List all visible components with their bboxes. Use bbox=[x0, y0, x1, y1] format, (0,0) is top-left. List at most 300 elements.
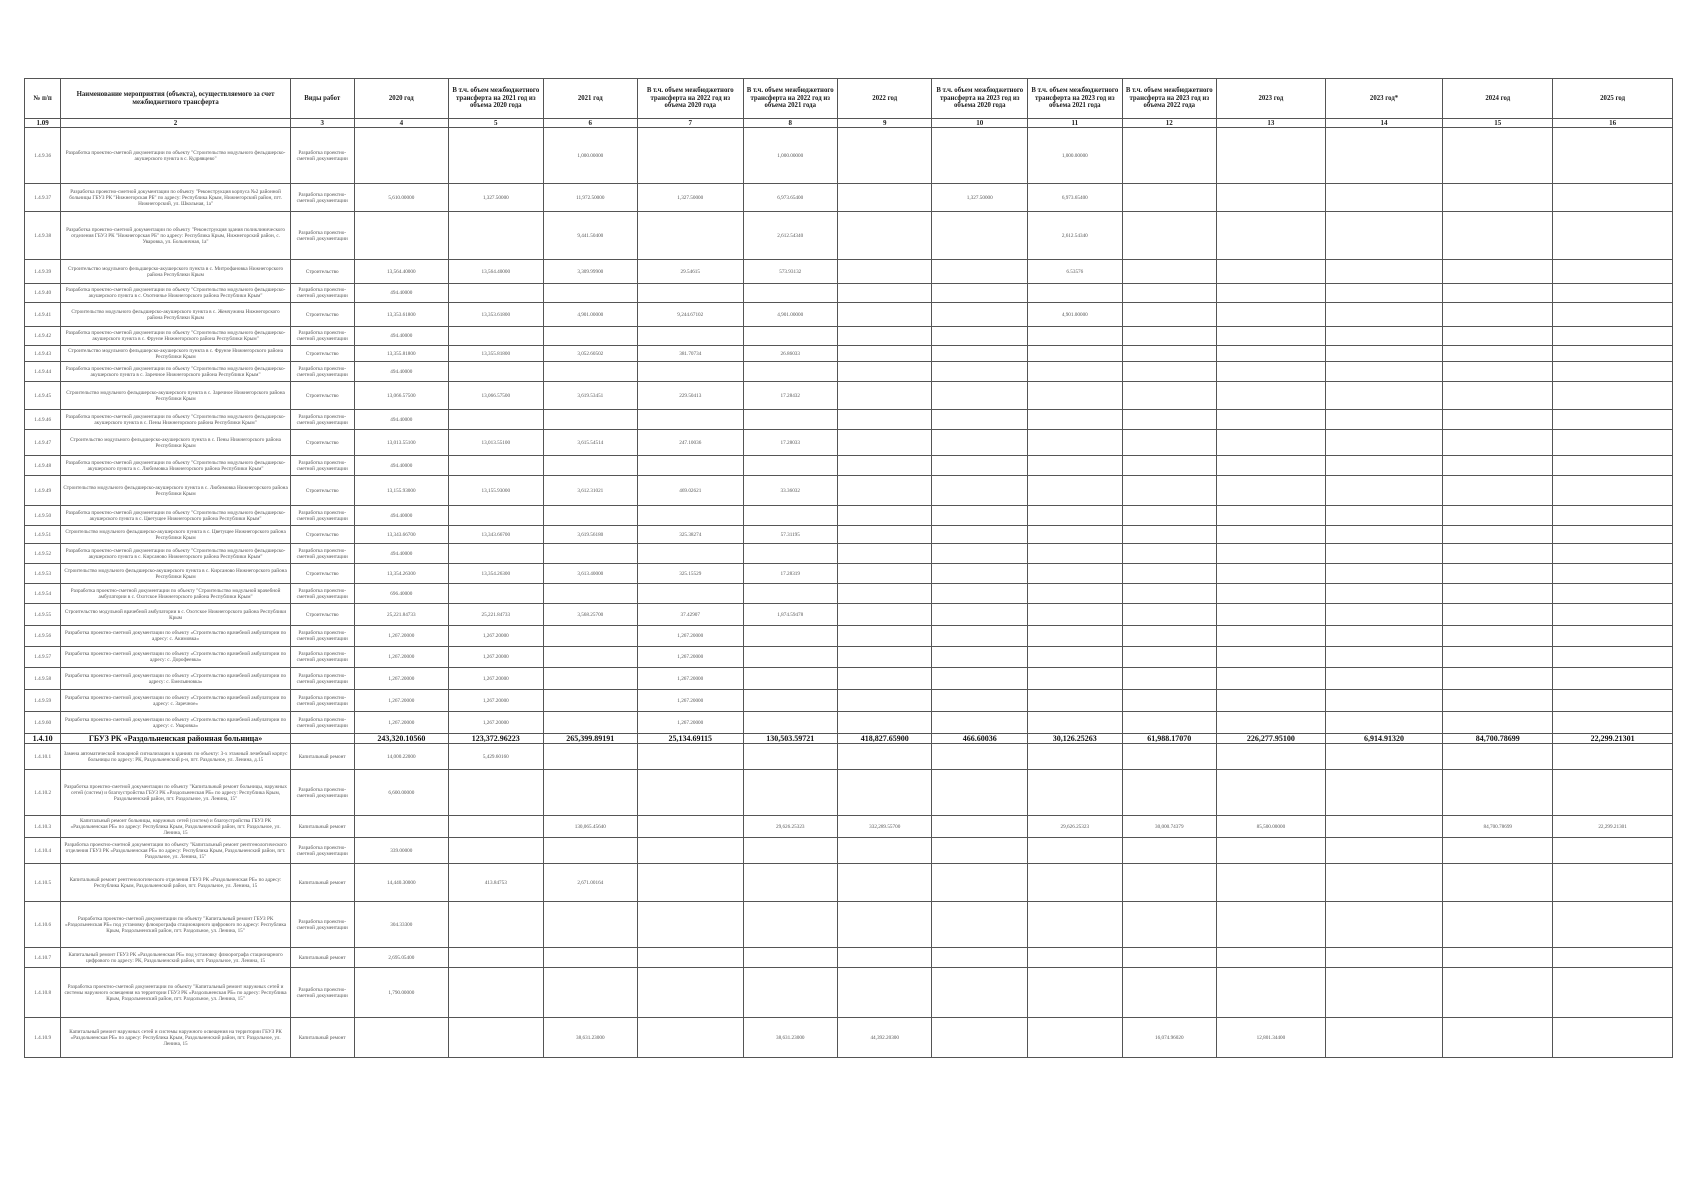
row-name: Разработка проектно-сметной документации по объекту "Строительство модульного фельдшерско-акушерского пункта в с. Охотничье Нижнегорского района Республики Крым" bbox=[61, 284, 291, 303]
table-row bbox=[25, 564, 1673, 584]
row-value bbox=[1217, 690, 1326, 712]
row-name: Разработка проектно-сметной документации по объекту «Строительство врачебной амбулатории по адресу: с. Акимовка» bbox=[61, 626, 291, 647]
row-value bbox=[1217, 968, 1326, 1018]
row-value bbox=[1443, 544, 1553, 564]
row-value bbox=[1122, 456, 1216, 476]
row-name: Разработка проектно-сметной документации по объекту "Строительство модульного фельдшерско-акушерского пункта в с. Фрунзе Нижнегорского района Республики Крым" bbox=[61, 327, 291, 346]
table-row bbox=[25, 456, 1673, 476]
row-value bbox=[1553, 128, 1673, 184]
row-value: 5,610.00000 bbox=[354, 184, 448, 212]
row-value: 1,267.20000 bbox=[449, 712, 543, 734]
row-value bbox=[1122, 526, 1216, 544]
row-value bbox=[1028, 690, 1122, 712]
row-value: 4,901.00000 bbox=[543, 303, 637, 327]
row-value bbox=[1217, 260, 1326, 284]
row-value: 13,564.40000 bbox=[354, 260, 448, 284]
row-value: 1,327.50000 bbox=[638, 184, 743, 212]
header-col10: В т.ч. объем межбюджетного трансферта на 2023 год из объема 2020 года bbox=[932, 79, 1028, 119]
row-value bbox=[1325, 902, 1443, 948]
row-value: 1,267.20000 bbox=[638, 626, 743, 647]
row-value: 29,626.25323 bbox=[1028, 816, 1122, 838]
row-value bbox=[1443, 260, 1553, 284]
row-value bbox=[1122, 506, 1216, 526]
row-name: Строительство модульного фельдшерско-акушерского пункта в с. Митрофановка Нижнегорского района Республики Крым bbox=[61, 260, 291, 284]
row-value bbox=[449, 410, 543, 430]
row-value: 243,320.10560 bbox=[354, 734, 448, 744]
row-value bbox=[1122, 184, 1216, 212]
row-id: 1.4.9.38 bbox=[25, 212, 61, 260]
row-value: 33.36032 bbox=[743, 476, 837, 506]
budget-table-sheet bbox=[24, 78, 1673, 1058]
row-name: Разработка проектно-сметной документации по объекту "Строительство модульного фельдшерско-акушерского пункта в с. Любимовка Нижнегорского района Республики Крым" bbox=[61, 456, 291, 476]
row-value bbox=[1217, 902, 1326, 948]
row-value: 1,790.00000 bbox=[354, 968, 448, 1018]
header-col5: В т.ч. объем межбюджетного трансферта на 2021 год из объема 2020 года bbox=[449, 79, 543, 119]
budget-table bbox=[24, 78, 1673, 1058]
row-value bbox=[1443, 626, 1553, 647]
row-value: 494.40000 bbox=[354, 544, 448, 564]
row-value bbox=[354, 128, 448, 184]
row-value bbox=[1122, 212, 1216, 260]
row-value: 16,074.96020 bbox=[1122, 1018, 1216, 1058]
row-name: Разработка проектно-сметной документации по объекту "Строительство модульного фельдшерско-акушерского пункта в с. Цветущее Нижнегорского района Республики Крым" bbox=[61, 506, 291, 526]
row-value: 466.60036 bbox=[932, 734, 1028, 744]
row-value bbox=[1028, 584, 1122, 604]
row-value bbox=[1122, 260, 1216, 284]
row-value bbox=[1122, 128, 1216, 184]
row-value bbox=[449, 362, 543, 382]
row-value bbox=[543, 902, 637, 948]
table-row bbox=[25, 212, 1673, 260]
row-value: 1,267.20000 bbox=[638, 712, 743, 734]
row-value bbox=[1028, 838, 1122, 864]
header-2021: 2021 год bbox=[543, 79, 637, 119]
row-value: 3,619.56180 bbox=[543, 526, 637, 544]
row-value bbox=[1325, 212, 1443, 260]
row-value bbox=[1553, 362, 1673, 382]
row-value: 1,874.59478 bbox=[743, 604, 837, 626]
row-value: 13,155.93000 bbox=[449, 476, 543, 506]
row-value bbox=[1028, 410, 1122, 430]
row-value bbox=[1325, 430, 1443, 456]
row-value: 130,065.45640 bbox=[543, 816, 637, 838]
row-kind: Капитальный ремонт bbox=[290, 744, 354, 770]
row-value bbox=[837, 902, 931, 948]
row-value: 22,299.21301 bbox=[1553, 734, 1673, 744]
row-value bbox=[837, 327, 931, 346]
row-value bbox=[1028, 668, 1122, 690]
row-value bbox=[837, 712, 931, 734]
header-2025: 2025 год bbox=[1553, 79, 1673, 119]
row-value: 5,429.60160 bbox=[449, 744, 543, 770]
row-value bbox=[1325, 604, 1443, 626]
row-value bbox=[543, 506, 637, 526]
row-value bbox=[1325, 456, 1443, 476]
row-value bbox=[1122, 346, 1216, 362]
row-value: 469.02621 bbox=[638, 476, 743, 506]
row-value bbox=[932, 816, 1028, 838]
row-value bbox=[1325, 948, 1443, 968]
row-value bbox=[837, 410, 931, 430]
row-kind: Строительство bbox=[290, 303, 354, 327]
row-value bbox=[1553, 690, 1673, 712]
row-value bbox=[1325, 260, 1443, 284]
row-value bbox=[1217, 744, 1326, 770]
row-value bbox=[743, 544, 837, 564]
row-value bbox=[1028, 506, 1122, 526]
row-id: 1.4.9.56 bbox=[25, 626, 61, 647]
row-value bbox=[449, 506, 543, 526]
row-value bbox=[1553, 260, 1673, 284]
row-name: Строительство модульного фельдшерско-акушерского пункта в с. Кирсаново Нижнегорского района Республики Крым bbox=[61, 564, 291, 584]
row-value bbox=[837, 430, 931, 456]
row-kind: Капитальный ремонт bbox=[290, 864, 354, 902]
row-value bbox=[1553, 864, 1673, 902]
row-name: Строительство модульного фельдшерско-акушерского пункта в с. Жемчужина Нижнегорского района Республики Крым bbox=[61, 303, 291, 327]
row-value bbox=[743, 584, 837, 604]
row-value bbox=[932, 770, 1028, 816]
row-value bbox=[837, 212, 931, 260]
row-value bbox=[638, 544, 743, 564]
table-row bbox=[25, 864, 1673, 902]
row-value bbox=[354, 1018, 448, 1058]
row-value bbox=[1443, 303, 1553, 327]
row-kind: Капитальный ремонт bbox=[290, 816, 354, 838]
row-value bbox=[932, 838, 1028, 864]
table-row bbox=[25, 744, 1673, 770]
row-value bbox=[837, 284, 931, 303]
row-value bbox=[1028, 626, 1122, 647]
row-value bbox=[837, 303, 931, 327]
row-value bbox=[932, 456, 1028, 476]
column-number: 16 bbox=[1553, 119, 1673, 128]
row-value bbox=[932, 303, 1028, 327]
row-value: 25,221.84733 bbox=[449, 604, 543, 626]
row-kind: Разработка проектно-сметной документации bbox=[290, 647, 354, 668]
row-value bbox=[1553, 948, 1673, 968]
row-name: Строительство модульного фельдшерско-акушерского пункта в с. Пены Нижнегорского района Республики Крым bbox=[61, 430, 291, 456]
table-row-section bbox=[25, 734, 1673, 744]
row-value bbox=[1122, 544, 1216, 564]
row-value bbox=[1217, 128, 1326, 184]
row-value: 2,612.54340 bbox=[1028, 212, 1122, 260]
table-row bbox=[25, 712, 1673, 734]
row-id: 1.4.9.39 bbox=[25, 260, 61, 284]
row-value bbox=[1028, 456, 1122, 476]
row-value bbox=[1028, 1018, 1122, 1058]
row-kind: Разработка проектно-сметной документации bbox=[290, 544, 354, 564]
row-id: 1.4.10.4 bbox=[25, 838, 61, 864]
row-value: 13,354.26300 bbox=[449, 564, 543, 584]
row-value bbox=[1028, 544, 1122, 564]
table-row bbox=[25, 770, 1673, 816]
row-value bbox=[1122, 626, 1216, 647]
row-value bbox=[932, 584, 1028, 604]
row-value: 61,988.17070 bbox=[1122, 734, 1216, 744]
row-id: 1.4.9.51 bbox=[25, 526, 61, 544]
row-value: 13,354.26300 bbox=[354, 564, 448, 584]
row-kind: Разработка проектно-сметной документации bbox=[290, 456, 354, 476]
row-value bbox=[743, 456, 837, 476]
row-value bbox=[932, 362, 1028, 382]
row-name: ГБУЗ РК «Раздольненская районная больница» bbox=[61, 734, 291, 744]
row-value: 14,000.22000 bbox=[354, 744, 448, 770]
row-id: 1.4.9.47 bbox=[25, 430, 61, 456]
row-value bbox=[1217, 476, 1326, 506]
row-value bbox=[932, 864, 1028, 902]
row-value bbox=[1325, 712, 1443, 734]
row-value: 25,221.84733 bbox=[354, 604, 448, 626]
row-value bbox=[837, 690, 931, 712]
column-number: 1.09 bbox=[25, 119, 61, 128]
row-value: 84,700.78699 bbox=[1443, 734, 1553, 744]
row-kind: Строительство bbox=[290, 476, 354, 506]
row-kind: Строительство bbox=[290, 260, 354, 284]
row-value bbox=[1028, 564, 1122, 584]
row-value: 13,066.57500 bbox=[449, 382, 543, 410]
row-id: 1.4.9.37 bbox=[25, 184, 61, 212]
row-value bbox=[449, 456, 543, 476]
row-value bbox=[837, 948, 931, 968]
row-name: Разработка проектно-сметной документации по объекту "Реконструкция здания поликлинического отделения ГБУЗ РК "Нижнегорская РБ" по адресу: Республика Крым, Нижнегорский район, с. Уваровка, ул. Больничная, 1а" bbox=[61, 212, 291, 260]
row-value: 37.42907 bbox=[638, 604, 743, 626]
row-value: 1,327.50000 bbox=[449, 184, 543, 212]
row-id: 1.4.9.60 bbox=[25, 712, 61, 734]
row-id: 1.4.9.53 bbox=[25, 564, 61, 584]
row-value bbox=[1443, 770, 1553, 816]
row-value: 1,267.20000 bbox=[638, 668, 743, 690]
row-name: Разработка проектно-сметной документации по объекту "Строительство модульного фельдшерско-акушерского пункта в с. Заречное Нижнегорского района Республики Крым" bbox=[61, 362, 291, 382]
row-value bbox=[1553, 902, 1673, 948]
row-value bbox=[1553, 476, 1673, 506]
row-kind bbox=[290, 734, 354, 744]
row-value: 1,000.00000 bbox=[543, 128, 637, 184]
row-id: 1.4.10.9 bbox=[25, 1018, 61, 1058]
row-value: 3,613.40000 bbox=[543, 564, 637, 584]
table-row bbox=[25, 647, 1673, 668]
row-value bbox=[932, 948, 1028, 968]
row-value bbox=[1028, 744, 1122, 770]
row-value bbox=[932, 284, 1028, 303]
table-row bbox=[25, 128, 1673, 184]
row-value: 13,066.57500 bbox=[354, 382, 448, 410]
row-value bbox=[1217, 712, 1326, 734]
row-value bbox=[1443, 838, 1553, 864]
column-number: 13 bbox=[1217, 119, 1326, 128]
row-value bbox=[1443, 346, 1553, 362]
row-value bbox=[1443, 864, 1553, 902]
row-id: 1.4.10.5 bbox=[25, 864, 61, 902]
row-value bbox=[932, 668, 1028, 690]
row-value bbox=[449, 327, 543, 346]
row-value bbox=[638, 864, 743, 902]
row-value bbox=[449, 284, 543, 303]
row-value bbox=[1028, 284, 1122, 303]
row-value bbox=[1122, 564, 1216, 584]
row-value bbox=[1325, 564, 1443, 584]
row-value: 1,267.20000 bbox=[449, 647, 543, 668]
row-value bbox=[1122, 668, 1216, 690]
row-value: 13,155.93000 bbox=[354, 476, 448, 506]
row-value bbox=[1443, 184, 1553, 212]
row-value bbox=[1122, 770, 1216, 816]
row-value: 30,000.74379 bbox=[1122, 816, 1216, 838]
row-value bbox=[638, 128, 743, 184]
row-value bbox=[543, 626, 637, 647]
row-value bbox=[638, 770, 743, 816]
row-value bbox=[1028, 430, 1122, 456]
row-value bbox=[1217, 526, 1326, 544]
row-value bbox=[1553, 284, 1673, 303]
row-value bbox=[1217, 948, 1326, 968]
row-value bbox=[543, 668, 637, 690]
table-row bbox=[25, 506, 1673, 526]
row-value bbox=[1443, 284, 1553, 303]
table-row bbox=[25, 948, 1673, 968]
row-value: 17.28319 bbox=[743, 564, 837, 584]
table-row bbox=[25, 1018, 1673, 1058]
row-value bbox=[1217, 284, 1326, 303]
row-value bbox=[743, 838, 837, 864]
row-value bbox=[932, 564, 1028, 584]
row-value bbox=[1217, 430, 1326, 456]
row-value bbox=[1443, 604, 1553, 626]
row-value bbox=[1325, 816, 1443, 838]
row-value bbox=[743, 626, 837, 647]
row-name: Капитальный ремонт больницы, наружных сетей (систем) и благоустройства ГБУЗ РК «Раздольненская РБ» по адресу: Республика Крым, Раздольненский район, пгт. Раздольное, ул. Ленина, 15 bbox=[61, 816, 291, 838]
row-value: 304.33300 bbox=[354, 902, 448, 948]
row-value bbox=[1553, 456, 1673, 476]
row-name: Разработка проектно-сметной документации по объекту "Капитальный ремонт наружных сетей и системы наружного освещения на территории ГБУЗ РК «Раздольненская РБ» по адресу: Республика Крым, Раздольненский район, пгт. Раздольное, ул. Ленина, 15" bbox=[61, 968, 291, 1018]
row-value: 6,914.91320 bbox=[1325, 734, 1443, 744]
row-kind: Разработка проектно-сметной документации bbox=[290, 212, 354, 260]
row-value bbox=[1217, 604, 1326, 626]
row-value bbox=[1553, 327, 1673, 346]
row-value bbox=[1553, 838, 1673, 864]
row-value: 418,827.65900 bbox=[837, 734, 931, 744]
row-value bbox=[1217, 770, 1326, 816]
row-value: 44,392.20300 bbox=[837, 1018, 931, 1058]
row-value bbox=[449, 770, 543, 816]
row-value bbox=[837, 544, 931, 564]
row-kind: Разработка проектно-сметной документации bbox=[290, 902, 354, 948]
row-value bbox=[1028, 476, 1122, 506]
row-kind: Строительство bbox=[290, 526, 354, 544]
row-value bbox=[837, 456, 931, 476]
row-value bbox=[449, 584, 543, 604]
row-value bbox=[932, 526, 1028, 544]
row-value bbox=[1443, 948, 1553, 968]
row-value: 11,972.50000 bbox=[543, 184, 637, 212]
row-value: 494.40000 bbox=[354, 456, 448, 476]
row-value bbox=[743, 948, 837, 968]
row-kind: Разработка проектно-сметной документации bbox=[290, 690, 354, 712]
row-value: 17.28033 bbox=[743, 430, 837, 456]
row-value bbox=[1443, 712, 1553, 734]
row-value bbox=[1217, 584, 1326, 604]
row-kind: Строительство bbox=[290, 346, 354, 362]
row-value: 13,355.81800 bbox=[449, 346, 543, 362]
row-value bbox=[1122, 744, 1216, 770]
row-value bbox=[837, 564, 931, 584]
row-value: 26.86033 bbox=[743, 346, 837, 362]
row-value bbox=[837, 184, 931, 212]
row-value bbox=[837, 647, 931, 668]
row-name: Капитальный ремонт наружных сетей и системы наружного освещения на территории ГБУЗ РК «Раздольненская РБ» по адресу: Республика Крым, Раздольненский район, пгт. Раздольное, ул. Ленина, 15 bbox=[61, 1018, 291, 1058]
row-value bbox=[1028, 526, 1122, 544]
row-name: Капитальный ремонт ГБУЗ РК «Раздольненская РБ» под установку флюорографа стационарного цифрового по адресу: РК, Раздольненский район, пгт. Раздольное, ул. Ленина, 15 bbox=[61, 948, 291, 968]
row-value bbox=[1122, 584, 1216, 604]
row-value bbox=[1325, 526, 1443, 544]
row-value bbox=[1122, 476, 1216, 506]
row-value: 3,619.53451 bbox=[543, 382, 637, 410]
row-value: 14,440.30000 bbox=[354, 864, 448, 902]
row-kind: Капитальный ремонт bbox=[290, 948, 354, 968]
column-number: 6 bbox=[543, 119, 637, 128]
row-id: 1.4.9.48 bbox=[25, 456, 61, 476]
row-value bbox=[1122, 430, 1216, 456]
row-value: 1,000.00000 bbox=[743, 128, 837, 184]
row-value bbox=[543, 327, 637, 346]
row-value bbox=[1122, 362, 1216, 382]
row-value bbox=[1217, 362, 1326, 382]
row-value bbox=[837, 128, 931, 184]
column-number: 8 bbox=[743, 119, 837, 128]
row-value bbox=[1443, 506, 1553, 526]
column-number: 10 bbox=[932, 119, 1028, 128]
row-value bbox=[1443, 362, 1553, 382]
row-value: 85,500.00000 bbox=[1217, 816, 1326, 838]
row-value bbox=[1553, 212, 1673, 260]
column-numbers-row bbox=[25, 119, 1673, 128]
table-row bbox=[25, 346, 1673, 362]
row-value: 12,801.34400 bbox=[1217, 1018, 1326, 1058]
header-col7: В т.ч. объем межбюджетного трансферта на 2022 год из объема 2020 года bbox=[638, 79, 743, 119]
row-value: 2,612.54340 bbox=[743, 212, 837, 260]
row-value: 265,399.89191 bbox=[543, 734, 637, 744]
row-id: 1.4.10.1 bbox=[25, 744, 61, 770]
row-value bbox=[1122, 864, 1216, 902]
table-row bbox=[25, 584, 1673, 604]
row-value: 1,327.50000 bbox=[932, 184, 1028, 212]
row-value bbox=[1553, 526, 1673, 544]
row-value bbox=[1443, 668, 1553, 690]
row-id: 1.4.9.49 bbox=[25, 476, 61, 506]
row-kind: Строительство bbox=[290, 604, 354, 626]
row-value bbox=[1325, 584, 1443, 604]
row-value bbox=[1325, 362, 1443, 382]
row-value bbox=[1122, 284, 1216, 303]
column-number: 7 bbox=[638, 119, 743, 128]
row-value bbox=[1325, 744, 1443, 770]
row-value: 17.28432 bbox=[743, 382, 837, 410]
row-value bbox=[1217, 626, 1326, 647]
row-value bbox=[743, 410, 837, 430]
row-value bbox=[1122, 410, 1216, 430]
row-id: 1.4.10 bbox=[25, 734, 61, 744]
row-kind: Разработка проектно-сметной документации bbox=[290, 128, 354, 184]
row-kind: Разработка проектно-сметной документации bbox=[290, 668, 354, 690]
row-value bbox=[1028, 902, 1122, 948]
row-value bbox=[1443, 584, 1553, 604]
table-row bbox=[25, 968, 1673, 1018]
row-value: 29,626.25323 bbox=[743, 816, 837, 838]
row-value bbox=[1217, 564, 1326, 584]
row-id: 1.4.10.2 bbox=[25, 770, 61, 816]
row-value bbox=[1217, 184, 1326, 212]
row-value bbox=[1122, 838, 1216, 864]
row-value bbox=[932, 260, 1028, 284]
